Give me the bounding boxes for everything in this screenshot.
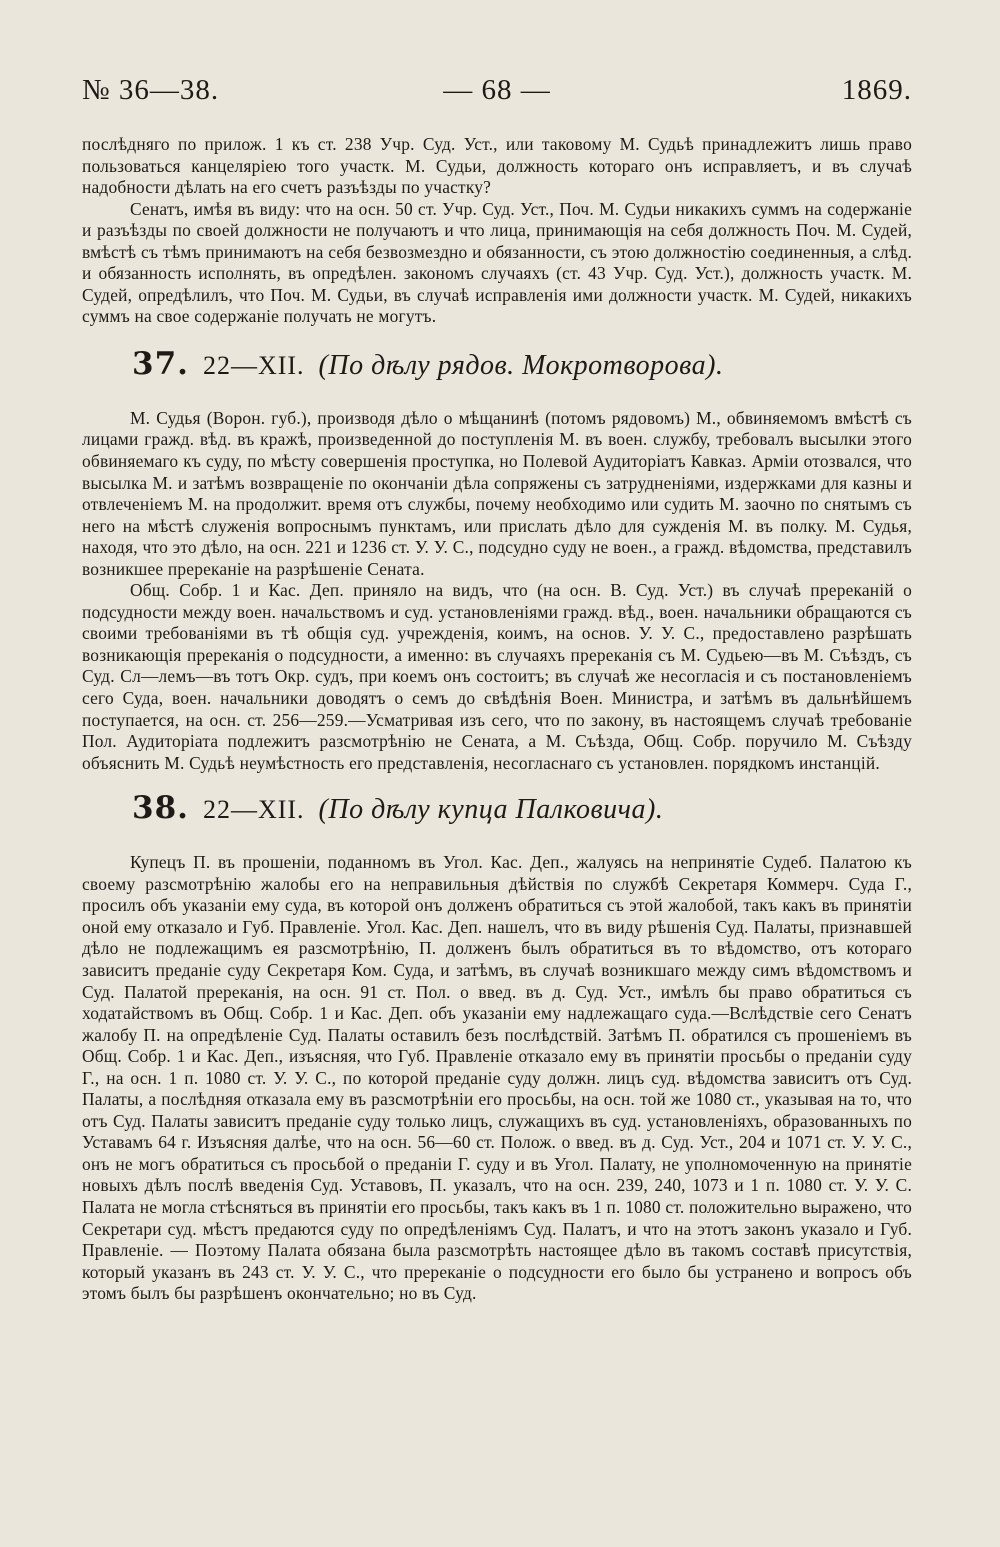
page-body [82, 134, 912, 1305]
year: 1869. [841, 74, 912, 106]
section-38-date: 22—XII. [202, 795, 305, 825]
section-37-paragraph-1: М. Судья (Ворон. губ.), производя дѣло о мѣщанинѣ (потомъ рядовомъ) М., обвиняемомъ вмѣстѣ съ лицами гражд. вѣд. въ кражѣ, произведенной до поступленія М. въ воен. службу, требовалъ высылки этого обвиняемаго къ суду, по мѣсту совершенія проступка, но Полевой Аудиторіатъ Кавказ. Арміи отозвался, что высылка М. и затѣмъ возвращеніе по окончаніи дѣла сопряжены съ затрудненіями, издержками для казны и отвлеченіемъ М. на продолжит. время отъ службы, почему необходимо или судить М. заочно по снятымъ съ него на мѣстѣ служенія вопроснымъ пунктамъ, или прислать дѣло для сужденія М. въ полку. М. Судья, находя, что это дѣло, на осн. 221 и 1236 ст. У. У. С., подсудно суду не воен., а гражд. вѣдомства, представилъ возникшее пререканіе на разрѣшеніе Сената. [82, 407, 912, 579]
section-37-date: 22—XII. [202, 350, 305, 380]
page-number: — 68 — [443, 74, 551, 106]
section-37-case-title: (По дѣлу рядов. Мокротворова). [318, 349, 724, 381]
section-37-paragraph-2: Общ. Собр. 1 и Кас. Деп. приняло на видъ, что (на осн. В. Суд. Уст.) въ случаѣ пререканій о подсудности между воен. начальствомъ и суд. установленіями гражд. вѣд., воен. начальники обращаются съ своими требованіями въ тѣ общія суд. учрежденія, коимъ, на основ. У. У. С., предоставлено разрѣшать возникающія пререканія о подсудности, а именно: въ случаяхъ пререканія съ М. Судьею—въ М. Съѣздъ, съ Суд. Сл—лемъ—въ тотъ Окр. судъ, при коемъ онъ состоитъ; въ случаѣ же несогласія и съ постановленіемъ сего Суда, воен. начальники доводятъ о семъ до свѣдѣнія Воен. Министра, и затѣмъ въ дальнѣйшемъ поступается, на осн. ст. 256—259.—Усматривая изъ сего, что по закону, въ настоящемъ случаѣ требованіе Пол. Аудиторіата подлежитъ разсмотрѣнію не Сената, а М. Съѣзда, Общ. Собр. поручило М. Съѣзду объяснить М. Судьѣ неумѣстность его представленія, несогласнаго съ установлен. порядкомъ инстанцій. [82, 580, 912, 773]
section-37-heading [82, 340, 912, 408]
intro-paragraph-2: Сенатъ, имѣя въ виду: что на осн. 50 ст. Учр. Суд. Уст., Поч. М. Судьи никакихъ суммъ на содержаніе и разъѣзды по своей должности не получаютъ и что лица, принимающія на себя должность Поч. М. Судей, вмѣстѣ съ тѣмъ принимаютъ на себя безвозмездно и обязанности, съ этою должностію соединенныя, а слѣд. и обязанность исполнять, въ опредѣлен. закономъ случаяхъ (ст. 43 Учр. Суд. Уст.), должность участк. М. Судей, опредѣлилъ, что Поч. М. Судьи, въ случаѣ исправленія ими должности участк. М. Судей, никакихъ суммъ на свое содержаніе получать не могутъ. [82, 198, 912, 327]
section-37-number: 37. [132, 345, 189, 382]
page-header [82, 74, 912, 114]
section-38-heading [82, 784, 912, 852]
section-38-number: 38. [132, 790, 189, 827]
section-38-case-title: (По дѣлу купца Палковича). [318, 794, 664, 826]
issue-number: № 36—38. [82, 74, 220, 106]
section-38-paragraph-1: Купецъ П. въ прошеніи, поданномъ въ Угол. Кас. Деп., жалуясь на непринятіе Судеб. Палатою къ своему разсмотрѣнію жалобы его на неправильныя дѣйствія по службѣ Секретаря Коммерч. Суда Г., просилъ объ указаніи ему суда, въ которой онъ долженъ обратиться съ этой жалобой, такъ какъ въ принятіи оной ему отказало и Губ. Правленіе. Угол. Кас. Деп. нашелъ, что въ виду рѣшенія Суд. Палаты, признавшей дѣло не подлежащимъ ея разсмотрѣнію, П. долженъ былъ обратиться въ то вѣдомство, отъ котораго зависитъ преданіе суду Секретаря Ком. Суда, и затѣмъ, въ случаѣ возникшаго между симъ вѣдомствомъ и Суд. Палатой пререканія, на осн. 91 ст. Пол. о введ. въ д. Суд. Уст., имѣлъ бы право обратиться съ ходатайствомъ въ Общ. Собр. 1 и Кас. Деп. объ указаніи ему надлежащаго суда.—Вслѣдствіе сего Сенатъ жалобу П. на опредѣленіе Суд. Палаты оставилъ безъ послѣдствій. Затѣмъ П. обратился съ прошеніемъ въ Общ. Собр. 1 и Кас. Деп., изъясняя, что Губ. Правленіе отказало ему въ принятіи просьбы о преданіи суду Г., на осн. 1 п. 1080 ст. У. У. С., по которой преданіе суду должн. лицъ суд. вѣдомства зависитъ отъ Суд. Палаты, а послѣдняя отказала ему въ разсмотрѣніи его просьбы, на осн. той же 1080 ст., указывая на то, что отъ Суд. Палаты зависитъ преданіе суду только лицъ, служащихъ въ суд. установленіяхъ, образованныхъ по Уставамъ 64 г. Изъясняя далѣе, что на осн. 56—60 ст. Полож. о введ. въ д. Суд. Уст., 204 и 1071 ст. У. У. С., онъ не могъ обратиться съ просьбой о преданіи Г. суду и въ Угол. Палату, не уполномоченную на принятіе новыхъ дѣлъ послѣ введенія Суд. Уставовъ, П. указалъ, что на осн. 239, 240, 1073 и 1 п. 1080 ст. У. У. С. Палата не могла стѣсняться въ принятіи его просьбы, такъ какъ въ 1 п. 1080 ст. положительно выражено, что Секретари суд. мѣстъ предаются суду по опредѣленіямъ Суд. Палатъ, и что на этотъ законъ указало и Губ. Правленіе. — Поэтому Палата обязана была разсмотрѣть настоящее дѣло въ такомъ составѣ присутствія, который указанъ въ 243 ст. У. У. С., что пререканіе о подсудности его было бы устранено и вопросъ объ этомъ былъ бы разрѣшенъ окончательно; но въ Суд. [82, 852, 912, 1304]
intro-paragraph-1: послѣдняго по прилож. 1 къ ст. 238 Учр. Суд. Уст., или таковому М. Судьѣ принадлежитъ лишь право пользоваться канцеляріею того участк. М. Судьи, должность котораго онъ исправляетъ, и въ случаѣ надобности дѣлать на его счетъ разъѣзды по участку? [82, 134, 912, 198]
